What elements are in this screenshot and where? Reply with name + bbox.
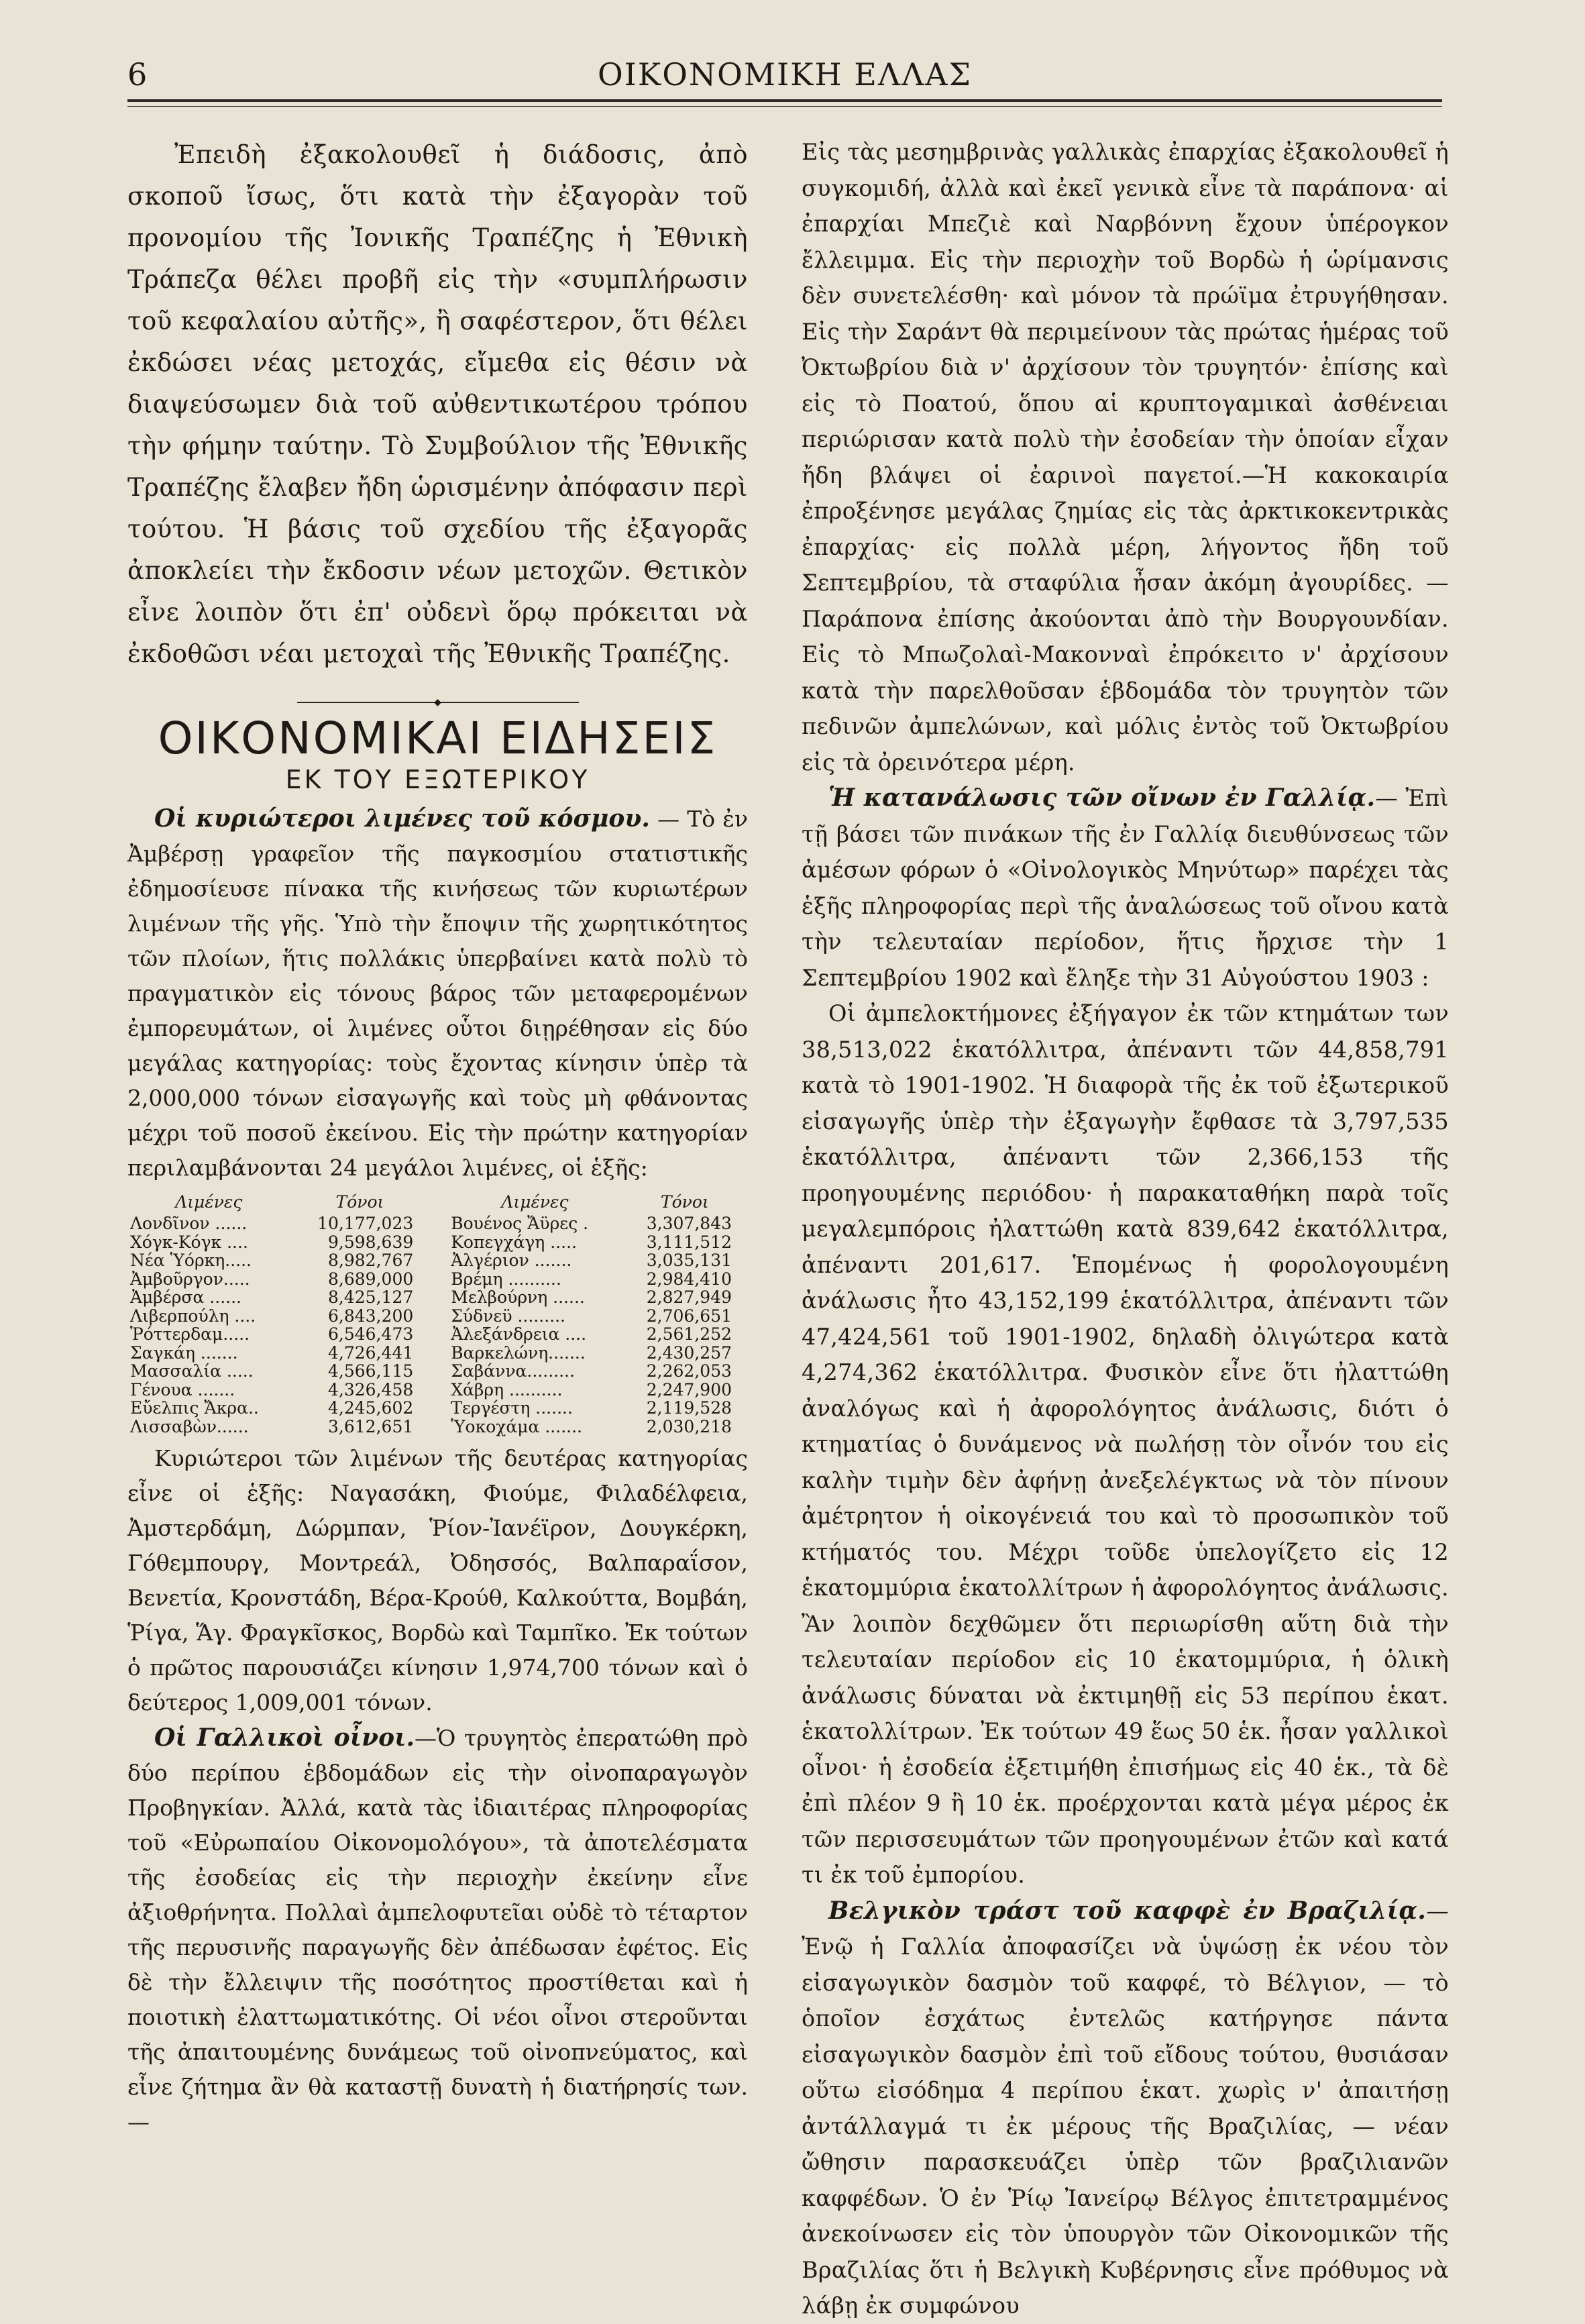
table-row	[127, 1233, 748, 1252]
header-rule-thin	[127, 106, 1442, 107]
port-tons: 2,247,900	[646, 1379, 732, 1399]
ports-text: — Τὸ ἐν Ἀμβέρσῃ γραφεῖον τῆς παγκοσμίου στατιστικῆς ἐδημοσίευσε πίνακα τῆς κινήσεως τῶν κυριωτέρων λιμένων τῆς γῆς. Ὑπὸ τὴν ἔποψιν τῆς χωρητικότητος τῶν πλοίων, ἥτις πολλάκις ὑπερβαίνει κατὰ πολὺ τὸ πραγματικὸν εἰς τόνους βάρος τῶν μεταφερομένων ἐμπορευμάτων, οἱ λιμένες οὗτοι διῃρέθησαν εἰς δύο μεγάλας κατηγορίας: τοὺς ἔχοντας κίνησιν ὑπὲρ τὰ 2,000,000 τόνων εἰσαγωγῆς καὶ τοὺς μὴ φθάνοντας μέχρι τοῦ ποσοῦ ἐκείνου. Εἰς τὴν πρώτην κατηγορίαν περιλαμβάνονται 24 μεγάλοι λιμένες, οἱ ἑξῆς:	[127, 806, 749, 1181]
port-name: Ἀλγέριον .......	[451, 1251, 572, 1270]
port-tons: 8,689,000	[328, 1269, 414, 1289]
consumption-figures-paragraph: Οἱ ἀμπελοκτήμονες ἐξήγαγον ἐκ τῶν κτημάτων των 38,513,022 ἑκατόλλιτρα, ἀπέναντι τῶν 44,858,791 κατὰ τὸ 1901-1902. Ἡ διαφορὰ τῆς ἐκ τοῦ ἐξωτερικοῦ εἰσαγωγῆς ὑπὲρ τὴν ἐξαγωγὴν ἔφθασε τὰ 3,797,535 ἑκατόλλιτρα, ἀπέναντι τῶν 2,366,153 τῆς προηγουμένης περιόδου· ἡ παρακαταθήκη παρὰ τοῖς μεγαλεμπόροις ἠλαττώθη κατὰ 839,642 ἑκατόλλιτρα, ἀπέναντι 201,617. Ἑπομένως ἡ φορολογουμένη ἀνάλωσις ἦτο 43,152,199 ἑκατόλλιτρα, ἀπέναντι τῶν 47,424,561 τοῦ 1901-1902, δηλαδὴ ὀλιγώτερα κατὰ 4,274,362 ἑκατόλλιτρα. Φυσικὸν εἶνε ὅτι ἠλαττώθη ἀναλόγως καὶ ἡ ἀφορολόγητος ἀνάλωσις, διότι ὁ κτηματίας ὁ δυνάμενος νὰ πωλήσῃ τὸν οἶνόν του εἰς καλὴν τιμὴν δὲν ἀφήνῃ ἀνεξελέγκτως νὰ τὸν πίνουν ἀμέτρητον ἡ οἰκογένειά του καὶ τὸ προσωπικὸν τοῦ κτήματός του. Μέχρι τοῦδε ὑπελογίζετο εἰς 12 ἑκατομμύρια ἑκατολλίτρων ἡ ἀφορολόγητος ἀνάλωσις. Ἂν λοιπὸν δεχθῶμεν ὅτι περιωρίσθη αὕτη διὰ τὴν τελευταίαν περίοδον εἰς 10 ἑκατομμύρια, ἡ ὁλικὴ ἀνάλωσις δύναται νὰ ἐκτιμηθῇ εἰς 53 περίπου ἑκατ. ἑκατολλίτρων. Ἐκ τούτων 49 ἕως 50 ἑκ. ἦσαν γαλλικοὶ οἶνοι· ἡ ἐσοδεία ἐξετιμήθη ἐπισήμως εἰς 40 ἑκ., τὰ δὲ ἐπὶ πλέον 9 ἢ 10 ἑκ. προέρχονται κατὰ μέγα μέρος ἐκ τῶν περισσευμάτων τῶν προηγουμένων ἐτῶν καὶ κατά τι ἐκ τοῦ ἐμπορίου.	[802, 1000, 1449, 1888]
port-tons: 2,984,410	[646, 1269, 732, 1289]
section-subtitle: ΕΚ ΤΟΥ ΕΞΩΤΕΡΙΚΟΥ	[285, 765, 590, 794]
port-tons: 2,706,651	[646, 1306, 732, 1326]
port-tons: 2,030,218	[646, 1416, 732, 1436]
table-row	[127, 1399, 748, 1418]
header-rule	[127, 99, 1442, 102]
port-tons: 4,726,441	[328, 1342, 414, 1363]
port-tons: 3,307,843	[646, 1214, 732, 1233]
running-title: ΟΙΚΟΝΟΜΙΚΗ ΕΛΛΑΣ	[597, 56, 973, 93]
port-tons: 6,843,200	[328, 1306, 414, 1326]
port-tons: 10,177,023	[317, 1214, 414, 1233]
port-tons: 2,262,053	[646, 1361, 732, 1381]
coffee-heading: Βελγικὸν τράστ τοῦ καφφὲ ἐν Βραζιλίᾳ.	[828, 1896, 1427, 1925]
port-name: Νέα Ὑόρκη.....	[130, 1251, 252, 1270]
intro-paragraph: Ἐπειδὴ ἐξακολουθεῖ ἡ διάδοσις, ἀπὸ σκοποῦ ἴσως, ὅτι κατὰ τὴν ἐξαγορὰν τοῦ προνομίου τῆς Ἰονικῆς Τραπέζης ἡ Ἐθνικὴ Τράπεζα θέλει προβῆ εἰς τὴν «συμπλήρωσιν τοῦ κεφαλαίου αὐτῆς», ἢ σαφέστερον, ὅτι θέλει ἐκδώσει νέας μετοχάς, εἴμεθα εἰς θέσιν νὰ διαψεύσωμεν διὰ τοῦ αὐθεντικωτέρου τρόπου τὴν φήμην ταύτην. Τὸ Συμβούλιον τῆς Ἐθνικῆς Τραπέζης ἔλαβεν ἤδη ὡρισμένην ἀπόφασιν περὶ τούτου. Ἡ βάσις τοῦ σχεδίου τῆς ἐξαγορᾶς ἀποκλείει τὴν ἔκδοσιν νέων μετοχῶν. Θετικὸν εἶνε λοιπὸν ὅτι ἐπ' οὐδενὶ ὅρῳ πρόκειται νὰ ἐκδοθῶσι νέαι μετοχαὶ τῆς Ἐθνικῆς Τραπέζης.	[127, 140, 748, 668]
port-name: Ῥόττερδαμ.....	[130, 1324, 250, 1344]
port-name: Ἀλεξάνδρεια ....	[451, 1324, 587, 1344]
port-name: Σύδνεϋ .........	[451, 1306, 565, 1326]
port-name: Μασσαλία .....	[130, 1361, 254, 1381]
port-tons: 4,245,602	[328, 1398, 414, 1418]
port-tons: 9,598,639	[328, 1232, 414, 1252]
port-tons: 2,119,528	[646, 1398, 732, 1418]
port-name: Βρέμη ..........	[451, 1269, 561, 1289]
port-tons: 8,982,767	[328, 1251, 414, 1270]
col-header-ports-2: Λιμένες	[501, 1192, 569, 1212]
port-name: Λισσαβὼν......	[130, 1416, 249, 1436]
ports-table-header	[127, 1192, 748, 1214]
ports-table	[127, 1192, 748, 1436]
left-column	[127, 134, 748, 2140]
page-header	[127, 56, 1442, 105]
table-row	[127, 1270, 748, 1289]
table-row	[127, 1214, 748, 1233]
table-row	[127, 1307, 748, 1326]
page-number: 6	[127, 56, 148, 93]
table-row	[127, 1325, 748, 1344]
section-separator	[297, 697, 579, 708]
port-tons: 2,561,252	[646, 1324, 732, 1344]
consumption-text: — Ἐπὶ τῇ βάσει τῶν πινάκων τῆς ἐν Γαλλίᾳ διευθύνσεως τῶν ἀμέσων φόρων ὁ «Οἰνολογικὸς Μηνύτωρ» παρέχει τὰς ἑξῆς πληροφορίας περὶ τῆς ἀναλώσεως τοῦ οἴνου κατὰ τὴν τελευταίαν περίοδον, ἥτις ἤρχισε τὴν 1 Σεπτεμβρίου 1902 καὶ ἔληξε τὴν 31 Αὐγούστου 1903 :	[802, 785, 1449, 991]
port-tons: 4,326,458	[328, 1379, 414, 1399]
ports-paragraph	[127, 801, 748, 1185]
port-name: Χάβρη ..........	[451, 1379, 563, 1399]
port-tons: 3,612,651	[328, 1416, 414, 1436]
second-category-paragraph: Κυριώτεροι τῶν λιμένων τῆς δευτέρας κατηγορίας εἶνε οἱ ἑξῆς: Ναγασάκη, Φιούμε, Φιλαδέλφεια, Ἀμστερδάμη, Δώρμπαν, Ῥίον-Ἰανέϊρον, Δουγκέρκη, Γόθεμπουργ, Μοντρεάλ, Ὀδησσός, Βαλπαραΐσον, Βενετία, Κρονστάδη, Βέρα-Κρούθ, Καλκούττα, Βομβάη, Ῥίγα, Ἅγ. Φραγκῖσκος, Βορδὼ καὶ Ταμπῖκο. Ἐκ τούτων ὁ πρῶτος παρουσιάζει κίνησιν 1,974,700 τόνων καὶ ὁ δεύτερος 1,009,001 τόνων.	[127, 1445, 749, 1715]
port-tons: 4,566,115	[328, 1361, 414, 1381]
port-name: Γένουα .......	[130, 1379, 235, 1399]
port-name: Ἀμβοῦργον.....	[130, 1269, 250, 1289]
port-name: Χόγκ-Κόγκ ....	[130, 1232, 248, 1252]
port-name: Ὑοκοχάμα .......	[451, 1416, 582, 1436]
consumption-paragraph	[802, 780, 1449, 996]
table-row	[127, 1344, 748, 1363]
table-row	[127, 1251, 748, 1270]
port-tons: 3,111,512	[646, 1232, 732, 1252]
wines-continued-paragraph: Εἰς τὰς μεσημβρινὰς γαλλικὰς ἐπαρχίας ἐξακολουθεῖ ἡ συγκομιδή, ἀλλὰ καὶ ἐκεῖ γενικὰ εἶνε τὰ παράπονα· αἱ ἐπαρχίαι Μπεζιὲ καὶ Ναρβόννη ἔχουν ὑπέρογκον ἔλλειμμα. Εἰς τὴν περιοχὴν τοῦ Βορδὼ ἡ ὡρίμανσις δὲν συνετελέσθη· καὶ μόνον τὰ πρώϊμα ἐτρυγήθησαν. Εἰς τὴν Σαράντ θὰ περιμείνουν τὰς πρώτας ἡμέρας τοῦ Ὀκτωβρίου διὰ ν' ἀρχίσουν τὸν τρυγητόν· ἐπίσης καὶ εἰς τὸ Ποατού, ὅπου αἱ κρυπτογαμικαὶ ἀσθένειαι περιώρισαν κατὰ πολὺ τὴν ἐσοδείαν τὴν ὁποίαν εἶχαν ἤδη βλάψει οἱ ἐαρινοὶ παγετοί.—Ἡ κακοκαιρία ἐπροξένησε μεγάλας ζημίας εἰς τὰς ἀρκτικοκεντρικὰς ἐπαρχίας· εἰς πολλὰ μέρη, λήγοντος ἤδη τοῦ Σεπτεμβρίου, τὰ σταφύλια ἦσαν ἀκόμη ἀγουρίδες. — Παράπονα ἐπίσης ἀκούονται ἀπὸ τὴν Βουργουνδίαν. Εἰς τὸ Μπωζολαὶ-Μακονναὶ ἐπρόκειτο ν' ἀρχίσουν κατὰ τὴν παρελθοῦσαν ἑβδομάδα τὸν τρυγητὸν τῶν πεδινῶν ἀμπελώνων, καὶ μόλις ἐντὸς τοῦ Ὀκτωβρίου εἰς τὰ ὀρεινότερα μέρη.	[802, 139, 1449, 776]
port-name: Κοπεγχάγη .....	[451, 1232, 577, 1252]
wines-heading: Οἱ Γαλλικοὶ οἶνοι.	[154, 1724, 415, 1752]
port-name: Ἀμβέρσα ......	[130, 1287, 241, 1307]
port-tons: 8,425,127	[328, 1287, 414, 1307]
port-tons: 3,035,131	[646, 1251, 732, 1270]
port-tons: 6,546,473	[328, 1324, 414, 1344]
port-name: Σαβάννα.........	[451, 1361, 575, 1381]
port-name: Λιβερπούλη ....	[130, 1306, 256, 1326]
coffee-text: — Ἐνῷ ἡ Γαλλία ἀποφασίζει νὰ ὑψώσῃ ἐκ νέου τὸν εἰσαγωγικὸν δασμὸν τοῦ καφφέ, τὸ Βέλγιον, — τὸ ὁποῖον ἐσχάτως ἐντελῶς κατήργησε πάντα εἰσαγωγικὸν δασμὸν ἐπὶ τοῦ εἴδους τούτου, θυσιάσαν οὕτω εἰσόδημα 4 περίπου ἑκατ. χωρὶς ν' ἀπαιτήσῃ ἀντάλλαγμά τι ἐκ μέρους τῆς Βραζιλίας, — νέαν ὤθησιν παρασκευάζει ὑπὲρ τῶν βραζιλιανῶν καφφέδων. Ὁ ἐν Ῥίῳ Ἰανείρῳ Βέλγος ἐπιτετραμμένος ἀνεκοίνωσεν εἰς τὸν ὑπουργὸν τῶν Οἰκονομικῶν τῆς Βραζιλίας ὅτι ἡ Βελγικὴ Κυβέρνησις εἶνε πρόθυμος νὰ λάβῃ ἐκ συμφώνου	[802, 1897, 1449, 2319]
col-header-tons: Τόνοι	[335, 1192, 384, 1212]
table-row	[127, 1418, 748, 1436]
consumption-heading: Ἡ κατανάλωσις τῶν οἴνων ἐν Γαλλίᾳ.	[828, 784, 1376, 812]
port-name: Μελβούρνη ......	[451, 1287, 585, 1307]
separator-ornament: ◆	[434, 697, 441, 708]
port-tons: 2,827,949	[646, 1287, 732, 1307]
port-name: Τεργέστη .......	[451, 1398, 573, 1418]
wines-paragraph	[127, 1720, 748, 2140]
port-name: Βουένος Ἄϋρες .	[451, 1214, 589, 1233]
section-title: ΟΙΚΟΝΟΜΙΚΑΙ ΕΙΔΗΣΕΙΣ	[158, 712, 718, 764]
port-name: Σαγκάη .......	[130, 1342, 238, 1363]
table-row	[127, 1362, 748, 1381]
table-row	[127, 1381, 748, 1399]
port-name: Εὔελπις Ἄκρα..	[130, 1398, 259, 1418]
port-name: Λονδῖνον ......	[130, 1214, 248, 1233]
coffee-paragraph	[802, 1893, 1449, 2324]
wines-text: —Ὁ τρυγητὸς ἐπερατώθη πρὸ δύο περίπου ἑβδομάδων εἰς τὴν οἰνοπαραγωγὸν Προβηγκίαν. Ἀλλά, κατὰ τὰς ἰδιαιτέρας πληροφορίας τοῦ «Εὐρωπαίου Οἰκονομολόγου», τὰ ἀποτελέσματα τῆς ἐσοδείας εἰς τὴν περιοχὴν ἐκείνην εἶνε ἀξιοθρήνητα. Πολλαὶ ἀμπελοφυτεῖαι οὐδὲ τὸ τέταρτον τῆς περυσινῆς παραγωγῆς δὲν ἀπέδωσαν ἐφέτος. Εἰς δὲ τὴν ἔλλειψιν τῆς ποσότητος προστίθεται καὶ ἡ ποιοτικὴ ἐλαττωματικότης. Οἱ νέοι οἶνοι στεροῦνται τῆς ἀπαιτουμένης δυνάμεως τοῦ οἰνοπνεύματος, καὶ εἶνε ζήτημα ἂν θὰ καταστῇ δυνατὴ ἡ διατήρησίς των. —	[127, 1725, 748, 2135]
port-tons: 2,430,257	[646, 1342, 732, 1363]
ports-heading: Οἱ κυριώτεροι λιμένες τοῦ κόσμου.	[154, 804, 650, 833]
col-header-tons-2: Τόνοι	[660, 1192, 709, 1212]
table-row	[127, 1288, 748, 1307]
right-column	[802, 134, 1449, 2324]
port-name: Βαρκελώνη.......	[451, 1342, 586, 1363]
col-header-ports: Λιμένες	[175, 1192, 243, 1212]
